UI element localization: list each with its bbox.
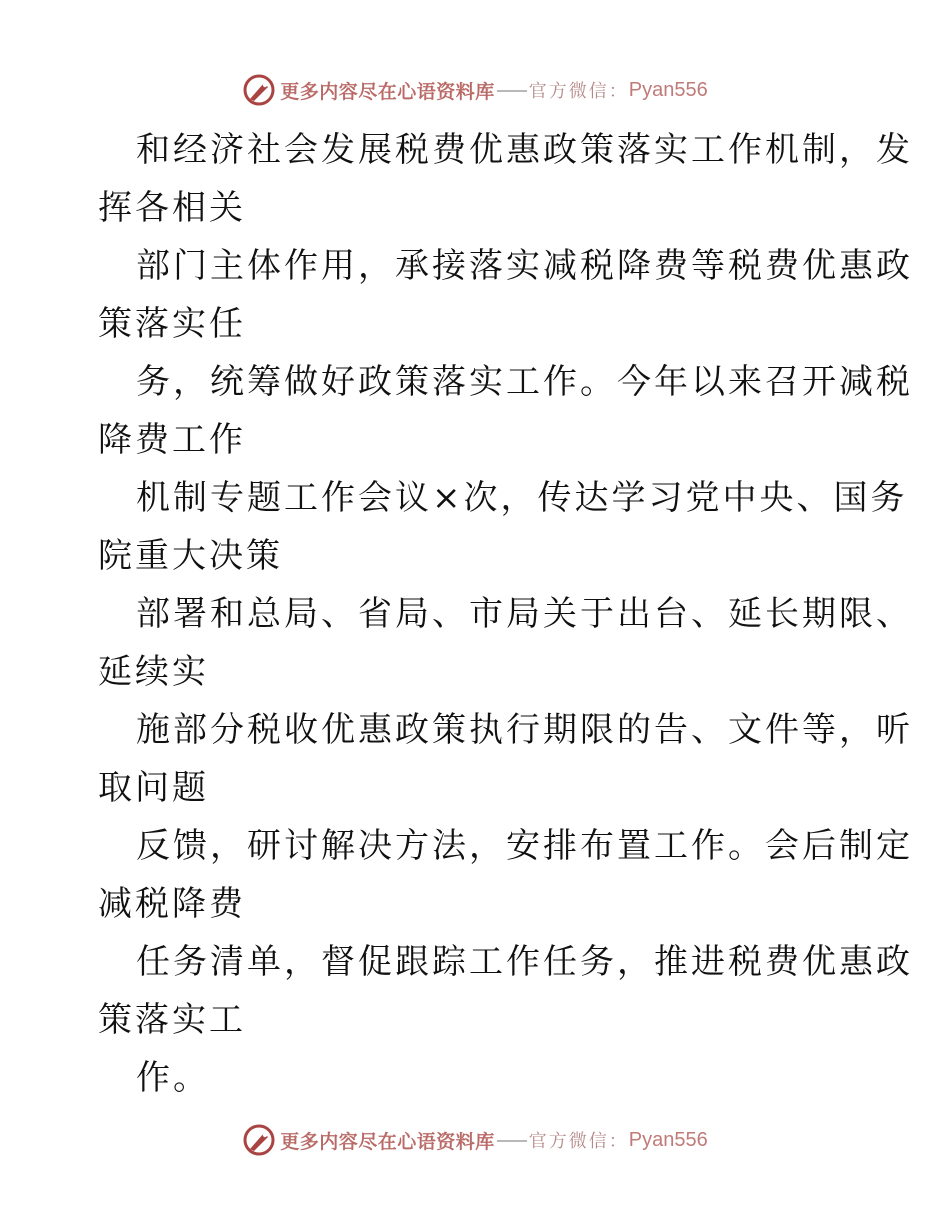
body-line: 取问题	[98, 768, 209, 808]
body-line: 延续实	[98, 652, 209, 692]
body-line: 反馈，研讨解决方法，安排布置工作。会后制定	[136, 826, 913, 866]
header-brand-text: 更多内容尽在心语资料库	[280, 80, 495, 103]
header-dash	[497, 90, 527, 92]
body-line: 挥各相关	[98, 188, 246, 228]
footer-wechat-label: 官方微信：	[528, 1131, 629, 1152]
body-line: 策落实工	[98, 1000, 246, 1040]
pen-nib-logo-icon	[242, 73, 276, 107]
body-line: 作。	[136, 1058, 210, 1098]
body-line: 院重大决策	[98, 536, 283, 576]
footer-dash	[497, 1140, 527, 1142]
body-line: 降费工作	[98, 420, 246, 460]
header-account: Pyan556	[628, 78, 708, 101]
body-line: 机制专题工作会议×次，传达学习党中央、国务	[136, 478, 908, 518]
body-line: 减税降费	[98, 884, 246, 924]
footer-brand-text: 更多内容尽在心语资料库	[280, 1130, 495, 1153]
footer-watermark	[0, 1120, 950, 1160]
body-line: 和经济社会发展税费优惠政策落实工作机制，发	[136, 130, 913, 170]
footer-account: Pyan556	[628, 1128, 708, 1151]
header-wechat-label: 官方微信：	[528, 81, 629, 102]
body-line: 部门主体作用，承接落实减税降费等税费优惠政	[136, 246, 913, 286]
body-line: 施部分税收优惠政策执行期限的告、文件等，听	[136, 710, 913, 750]
body-line: 任务清单，督促跟踪工作任务，推进税费优惠政	[136, 942, 913, 982]
body-line: 部署和总局、省局、市局关于出台、延长期限、	[136, 594, 913, 634]
document-body	[98, 121, 913, 1107]
body-line: 策落实任	[98, 304, 246, 344]
header-watermark	[0, 70, 950, 110]
pen-nib-logo-icon	[242, 1123, 276, 1157]
body-line: 务，统筹做好政策落实工作。今年以来召开减税	[136, 362, 913, 402]
